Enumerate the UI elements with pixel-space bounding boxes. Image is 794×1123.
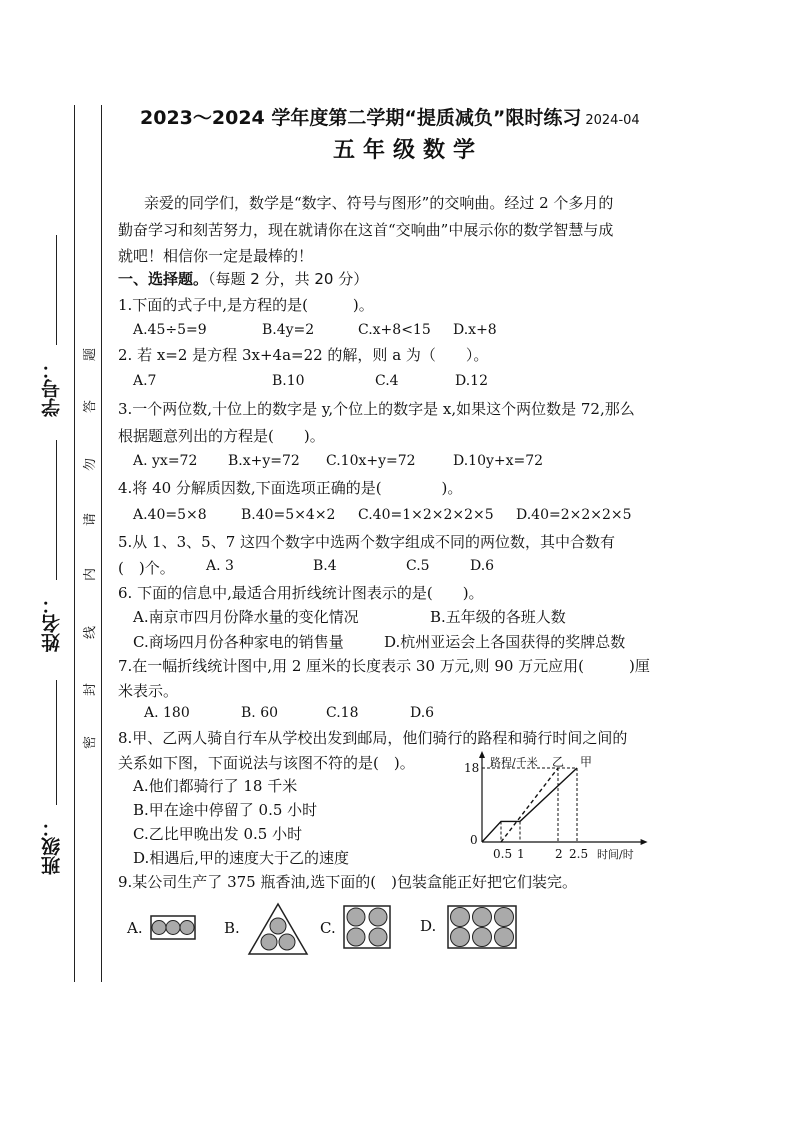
name-label: 姓名： xyxy=(41,595,63,652)
page-subtitle: 五年级数学 xyxy=(333,138,484,163)
q9-option-b[interactable]: B. xyxy=(224,919,240,937)
intro-line-3: 就吧！相信你一定是最棒的！ xyxy=(118,247,314,265)
q4-stem: 4.将 40 分解质因数,下面选项正确的是( )。 xyxy=(118,479,463,497)
q3-option-d[interactable]: D.10y+x=72 xyxy=(453,453,544,469)
seal-char: 题 xyxy=(83,347,99,362)
q9-option-c[interactable]: C. xyxy=(320,919,336,937)
intro-line-2: 勤奋学习和刻苦努力，现在就请你在这首“交响曲”中展示你的数学智慧与成 xyxy=(118,221,614,239)
q8-stem-line-2: 关系如下图，下面说法与该图不符的是( )。 xyxy=(118,754,415,772)
y-tick-label: 18 xyxy=(464,761,480,775)
q2-option-b[interactable]: B.10 xyxy=(272,373,305,389)
binding-line-right xyxy=(101,105,102,982)
q2-option-a[interactable]: A.7 xyxy=(133,373,157,389)
x-tick-label: 0.5 xyxy=(493,847,513,861)
q8-option-a[interactable]: A.他们都骑行了 18 千米 xyxy=(133,777,298,795)
origin-label: 0 xyxy=(470,833,478,847)
q7-stem-line-2: 米表示。 xyxy=(118,682,179,700)
student-no-label: 学号： xyxy=(41,360,63,417)
box-b-icon xyxy=(247,902,309,956)
q2-option-d[interactable]: D.12 xyxy=(455,373,488,389)
seal-char: 线 xyxy=(83,625,99,640)
q3-stem-line-2: 根据题意列出的方程是( )。 xyxy=(118,427,325,445)
q1-option-d[interactable]: D.x+8 xyxy=(453,322,497,338)
q7-stem-line-1: 7.在一幅折线统计图中,用 2 厘米的长度表示 30 万元,则 90 万元应用( )厘 xyxy=(118,657,650,675)
series-line xyxy=(482,768,577,842)
x-tick-label: 1 xyxy=(517,847,525,861)
y-axis-arrow xyxy=(479,751,485,758)
q6-option-c[interactable]: C.商场四月份各种家电的销售量 xyxy=(133,633,344,651)
q4-option-b[interactable]: B.40=5×4×2 xyxy=(241,507,336,523)
q5-option-b[interactable]: B.4 xyxy=(313,558,337,574)
class-label: 班级： xyxy=(41,818,63,875)
q8-option-d[interactable]: D.相遇后,甲的速度大于乙的速度 xyxy=(133,849,350,867)
class-field[interactable] xyxy=(56,680,57,805)
q6-stem: 6. 下面的信息中,最适合用折线统计图表示的是( )。 xyxy=(118,584,484,602)
distance-time-chart xyxy=(462,750,662,865)
q1-option-c[interactable]: C.x+8<15 xyxy=(358,322,431,338)
q1-option-b[interactable]: B.4y=2 xyxy=(262,322,315,338)
series-label: 乙 xyxy=(552,755,565,769)
seal-char: 密 xyxy=(83,735,99,750)
series-label: 甲 xyxy=(580,755,593,769)
q5-option-d[interactable]: D.6 xyxy=(470,558,495,574)
binding-line-left xyxy=(74,105,75,982)
x-tick-label: 2.5 xyxy=(569,847,589,861)
q5-option-c[interactable]: C.5 xyxy=(406,558,430,574)
q3-stem-line-1: 3.一个两位数,十位上的数字是 y,个位上的数字是 x,如果这个两位数是 72,那么 xyxy=(118,400,635,418)
q4-option-d[interactable]: D.40=2×2×2×5 xyxy=(516,507,632,523)
q5-stem-line-2: ( )个。 xyxy=(118,559,175,577)
q8-option-c[interactable]: C.乙比甲晚出发 0.5 小时 xyxy=(133,825,303,843)
seal-char: 封 xyxy=(83,682,99,697)
q9-stem: 9.某公司生产了 375 瓶香油,选下面的( )包装盒能正好把它们装完。 xyxy=(118,873,577,891)
box-c-icon xyxy=(343,905,391,949)
q7-option-b[interactable]: B. 60 xyxy=(241,705,279,721)
q9-option-a[interactable]: A. xyxy=(127,919,143,937)
exam-date: 2024-04 xyxy=(585,113,640,128)
y-axis-label: 路程/千米 xyxy=(490,756,538,769)
q8-option-b[interactable]: B.甲在途中停留了 0.5 小时 xyxy=(133,801,318,819)
seal-char: 答 xyxy=(83,399,99,414)
section-heading: 一、选择题。（每题 2 分，共 20 分） xyxy=(118,270,369,288)
box-d-icon xyxy=(447,905,517,949)
q1-stem: 1.下面的式子中,是方程的是( )。 xyxy=(118,296,374,314)
q1-option-a[interactable]: A.45÷5=9 xyxy=(133,322,207,338)
q6-option-a[interactable]: A.南京市四月份降水量的变化情况 xyxy=(133,608,359,626)
q9-option-d[interactable]: D. xyxy=(420,917,437,935)
series-line xyxy=(501,768,558,842)
q3-option-b[interactable]: B.x+y=72 xyxy=(228,453,300,469)
intro-line-1: 亲爱的同学们，数学是“数字、符号与图形”的交响曲。经过 2 个多月的 xyxy=(144,194,614,212)
x-axis-label: 时间/时 xyxy=(597,848,634,861)
q5-option-a[interactable]: A. 3 xyxy=(206,558,234,574)
student-no-field[interactable] xyxy=(56,235,57,345)
q6-option-d[interactable]: D.杭州亚运会上各国获得的奖牌总数 xyxy=(384,633,626,651)
q3-option-c[interactable]: C.10x+y=72 xyxy=(326,453,416,469)
q6-option-b[interactable]: B.五年级的各班人数 xyxy=(430,608,566,626)
q5-stem-line-1: 5.从 1、3、5、7 这四个数字中选两个数字组成不同的两位数，其中合数有 xyxy=(118,533,616,551)
q4-option-a[interactable]: A.40=5×8 xyxy=(133,507,207,523)
seal-char: 内 xyxy=(83,567,99,582)
x-axis-arrow xyxy=(641,839,648,845)
name-field[interactable] xyxy=(56,440,57,580)
q7-option-d[interactable]: D.6 xyxy=(410,705,435,721)
q2-stem: 2. 若 x=2 是方程 3x+4a=22 的解，则 a 为（ ）。 xyxy=(118,346,489,364)
q7-option-a[interactable]: A. 180 xyxy=(144,705,190,721)
seal-char: 勿 xyxy=(83,457,99,472)
q4-option-c[interactable]: C.40=1×2×2×2×5 xyxy=(358,507,494,523)
q8-stem-line-1: 8.甲、乙两人骑自行车从学校出发到邮局，他们骑行的路程和骑行时间之间的 xyxy=(118,729,628,747)
box-a-icon xyxy=(150,915,196,940)
q7-option-c[interactable]: C.18 xyxy=(326,705,359,721)
q3-option-a[interactable]: A. yx=72 xyxy=(133,453,198,469)
page-title: 2023～2024 学年度第二学期“提质减负”限时练习 2024-04 xyxy=(140,107,640,129)
seal-char: 请 xyxy=(83,512,99,527)
x-tick-label: 2 xyxy=(555,847,563,861)
q2-option-c[interactable]: C.4 xyxy=(375,373,399,389)
